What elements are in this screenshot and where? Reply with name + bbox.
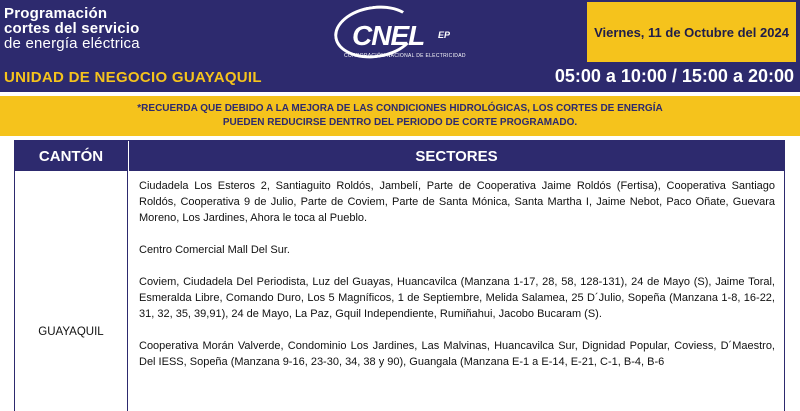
page-title [4, 6, 140, 51]
notice-banner [0, 96, 800, 136]
business-unit-label: UNIDAD DE NEGOCIO GUAYAQUIL [4, 69, 262, 86]
logo-word: CNEL [352, 20, 425, 51]
canton-cell: GUAYAQUIL [38, 326, 104, 338]
date-badge [587, 2, 796, 62]
column-divider [127, 171, 128, 411]
sector-group: Ciudadela Los Esteros 2, Santiaguito Roldós, Jambelí, Parte de Cooperativa Jaime Roldós (Fertisa), Cooperativa Santiago Roldós, Cooperativa 9 de Julio, Parte de Coviem, Parte de Santa Mónica, Santa Martha I, Jaime Nebot, Paco Oñate, Guevara Moreno, Los Jardines, Ahora le toca al Pueblo. [139, 180, 775, 224]
header-sectores: SECTORES [128, 141, 784, 171]
logo-subtitle: CORPORACIÓN NACIONAL DE ELECTRICIDAD [344, 53, 466, 59]
title-line-2: cortes del servicio [4, 20, 140, 37]
notice-line-2: PUEDEN REDUCIRSE DENTRO DEL PERIODO DE CORTE PROGRAMADO. [222, 117, 578, 128]
sector-group: Coviem, Ciudadela Del Periodista, Luz del Guayas, Huancavilca (Manzana 1-17, 28, 58, 128-131), 24 de Mayo (S), Jaime Toral, Esmeralda Libre, Comando Duro, Los 5 Magníficos, 1 de Septiembre, Melida Salamea, 25 D´Julio, Sopeña (Manzana 1-8, 16-22, 31, 32, 35, 39,91), 24 de Mayo, La Paz, Gquil Independiente, Rumiñahui, Jacobo Bucaram (S). [139, 276, 775, 320]
cnel-logo [334, 6, 474, 68]
schedule-table [14, 140, 785, 411]
sector-group: Centro Comercial Mall Del Sur. [139, 244, 290, 256]
sector-group: Cooperativa Morán Valverde, Condominio Los Jardines, Las Malvinas, Huancavilca Sur, Dignidad Popular, Coviess, D´Maestro, Del IESS, Sopeña (Manzana 9-16, 23-30, 34, 38 y 90), Guangala (Manzana E-1 a E-14, E-21, C-1, B-4, B-6 [139, 340, 775, 368]
title-line-3: de energía eléctrica [4, 35, 140, 52]
table-header [15, 141, 784, 171]
logo-suffix: EP [438, 30, 451, 40]
date-text: Viernes, 11 de Octubre del 2024 [594, 24, 789, 40]
title-line-1: Programación [4, 5, 108, 22]
notice-line-1: *RECUERDA QUE DEBIDO A LA MEJORA DE LAS CONDICIONES HIDROLÓGICAS, LOS CORTES DE ENERGÍA [137, 103, 663, 114]
sectores-cell [139, 178, 775, 386]
header-banner [0, 0, 800, 92]
header-canton: CANTÓN [38, 147, 104, 165]
outage-hours: 05:00 a 10:00 / 15:00 a 20:00 [554, 66, 794, 86]
